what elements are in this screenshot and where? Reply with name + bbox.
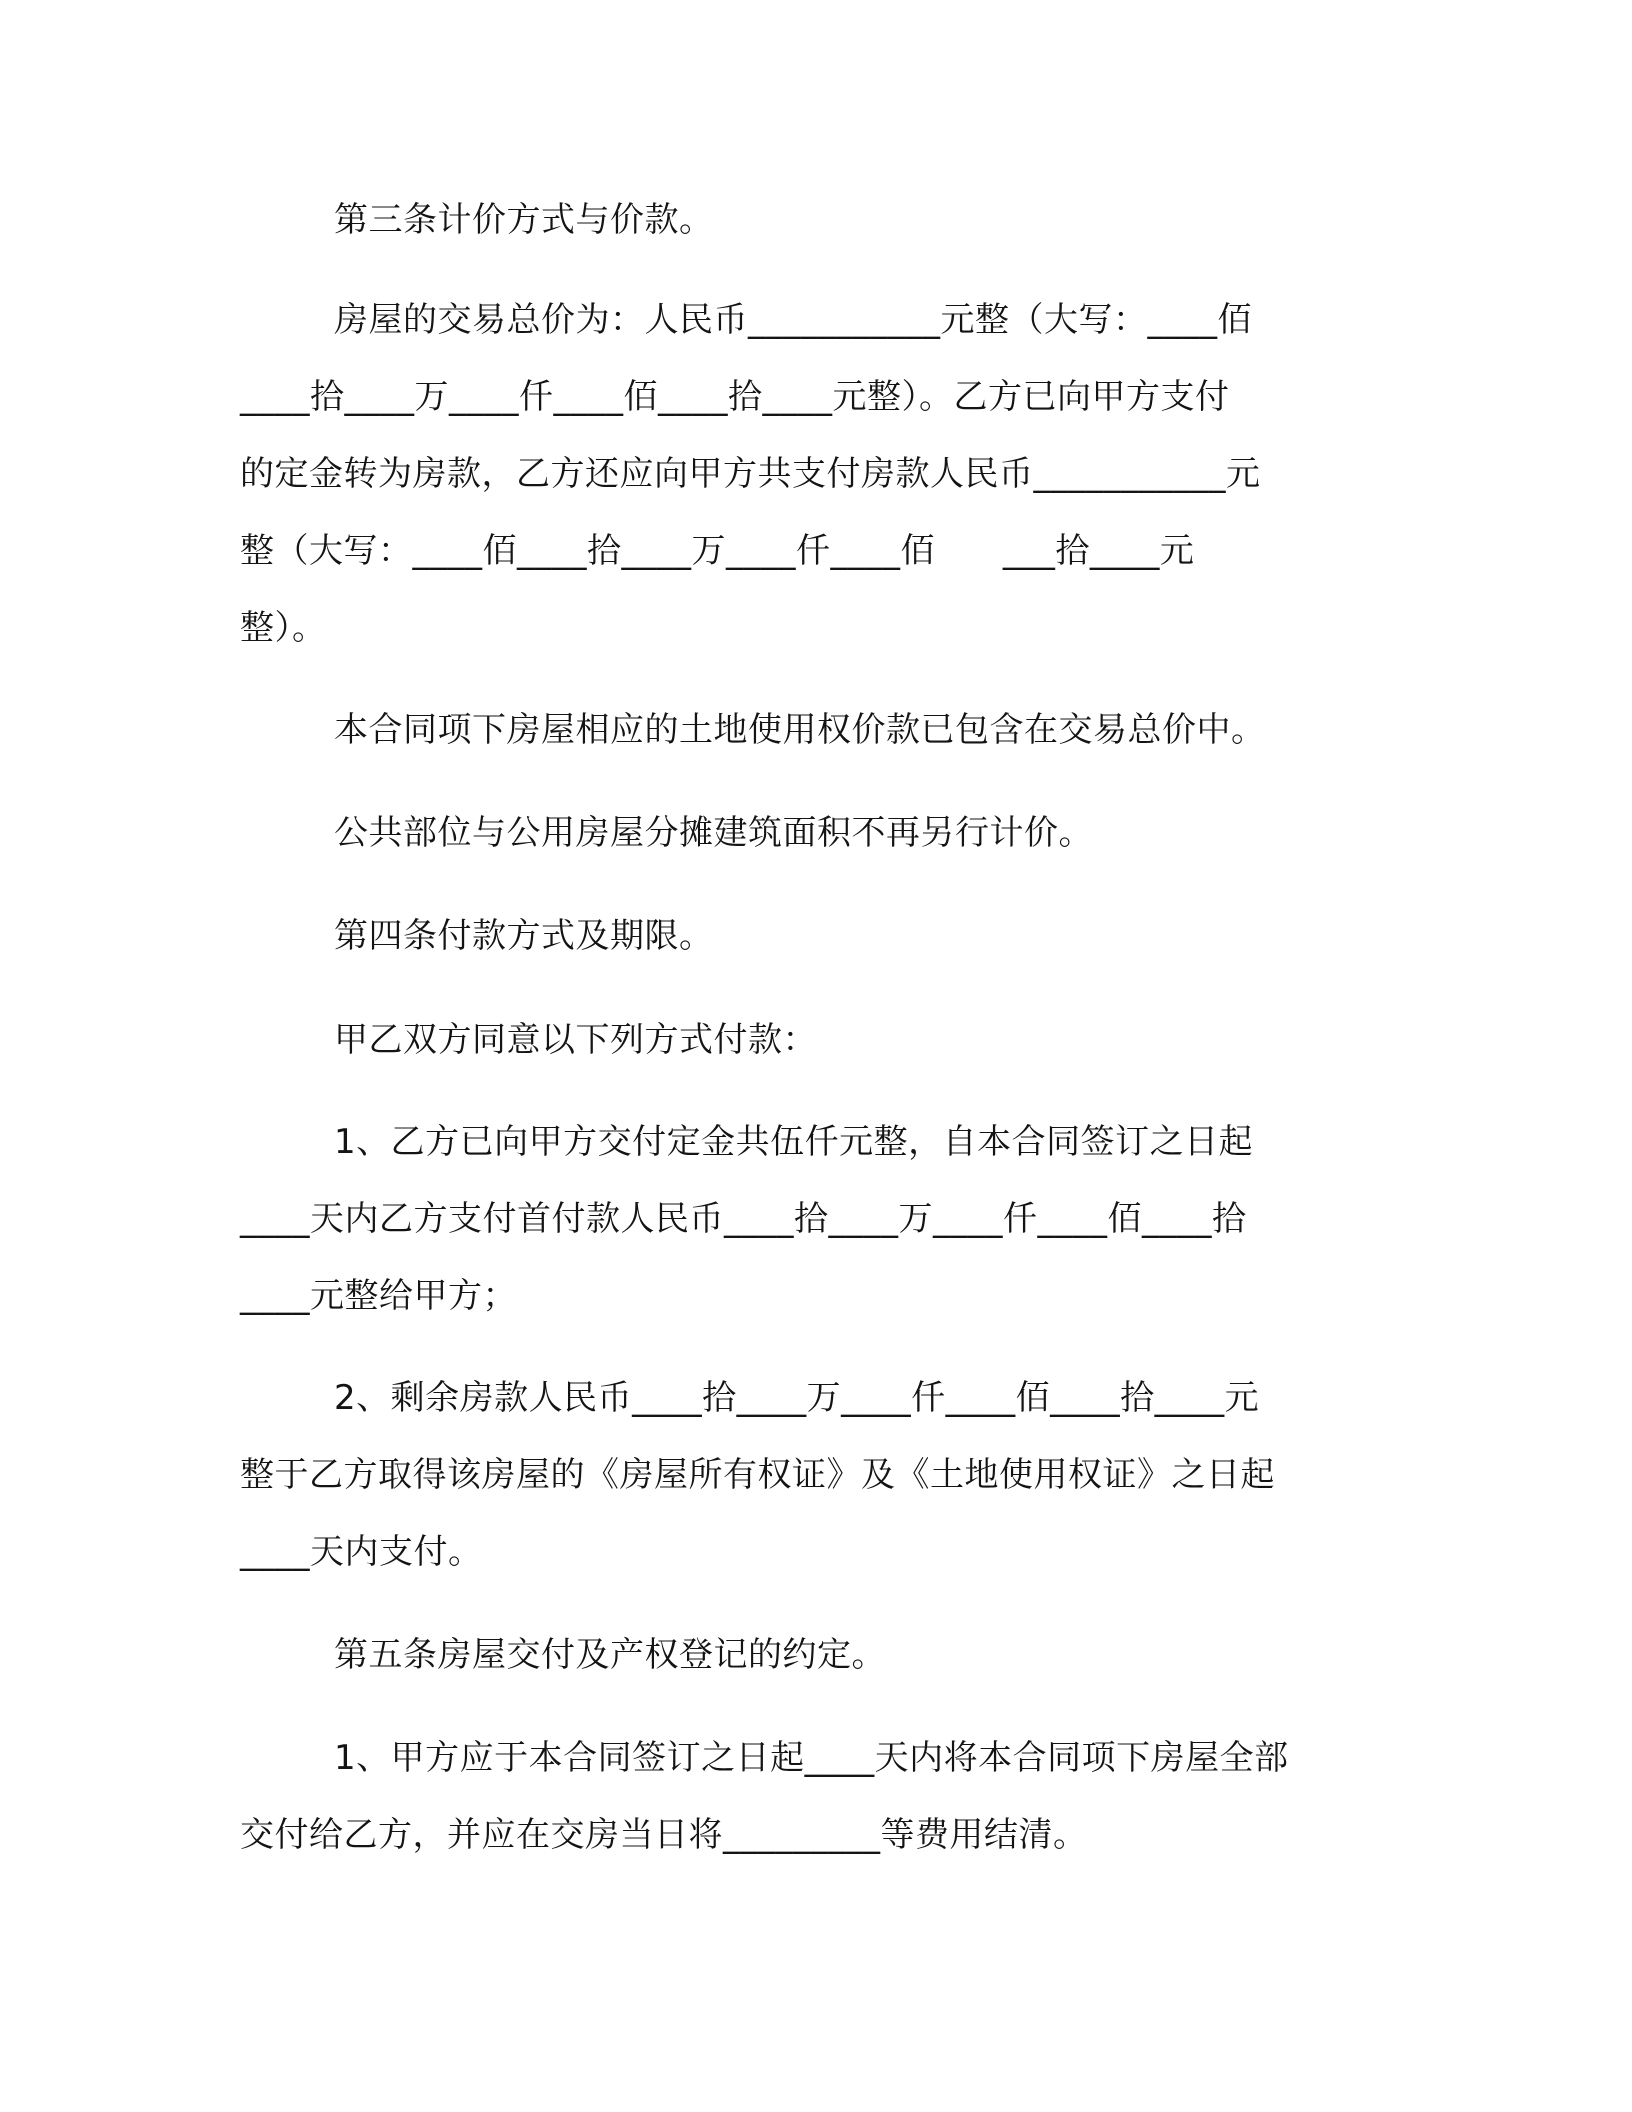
article-4-item-1-line-1: 1、乙方已向甲方交付定金共伍仟元整，自本合同签订之日起 [334, 1122, 1254, 1162]
article-3-price-line-1: 房屋的交易总价为：人民币___________元整（大写：____佰 [334, 300, 1252, 340]
article-3-heading: 第三条计价方式与价款。 [334, 200, 714, 240]
article-3-price-line-3: 的定金转为房款，乙方还应向甲方共支付房款人民币___________元 [240, 454, 1261, 494]
article-4-heading: 第四条付款方式及期限。 [334, 916, 714, 956]
article-4-item-2-line-2: 整于乙方取得该房屋的《房屋所有权证》及《土地使用权证》之日起 [240, 1455, 1275, 1495]
article-4-item-1-line-2: ____天内乙方支付首付款人民币____拾____万____仟____佰____拾 [240, 1199, 1247, 1239]
article-3-price-line-2: ____拾____万____仟____佰____拾____元整）。乙方已向甲方支付 [240, 377, 1230, 417]
article-5-heading: 第五条房屋交付及产权登记的约定。 [334, 1635, 886, 1675]
article-4-item-2-line-3: ____天内支付。 [240, 1532, 483, 1572]
article-3-price-line-5: 整）。 [240, 608, 327, 648]
article-4-intro: 甲乙双方同意以下列方式付款： [334, 1020, 817, 1060]
article-3-price-line-4: 整（大写：____佰____拾____万____仟____佰 ___拾____元 [240, 531, 1195, 571]
article-4-item-2-line-1: 2、剩余房款人民币____拾____万____仟____佰____拾____元 [334, 1378, 1260, 1418]
article-5-item-1-line-1: 1、甲方应于本合同签订之日起____天内将本合同项下房屋全部 [334, 1738, 1289, 1778]
article-4-item-1-line-3: ____元整给甲方； [240, 1276, 517, 1316]
article-3-shared-area-clause: 公共部位与公用房屋分摊建筑面积不再另行计价。 [334, 813, 1093, 853]
article-5-item-1-line-2: 交付给乙方，并应在交房当日将_________等费用结清。 [240, 1815, 1088, 1855]
article-3-land-use-clause: 本合同项下房屋相应的土地使用权价款已包含在交易总价中。 [334, 710, 1266, 750]
